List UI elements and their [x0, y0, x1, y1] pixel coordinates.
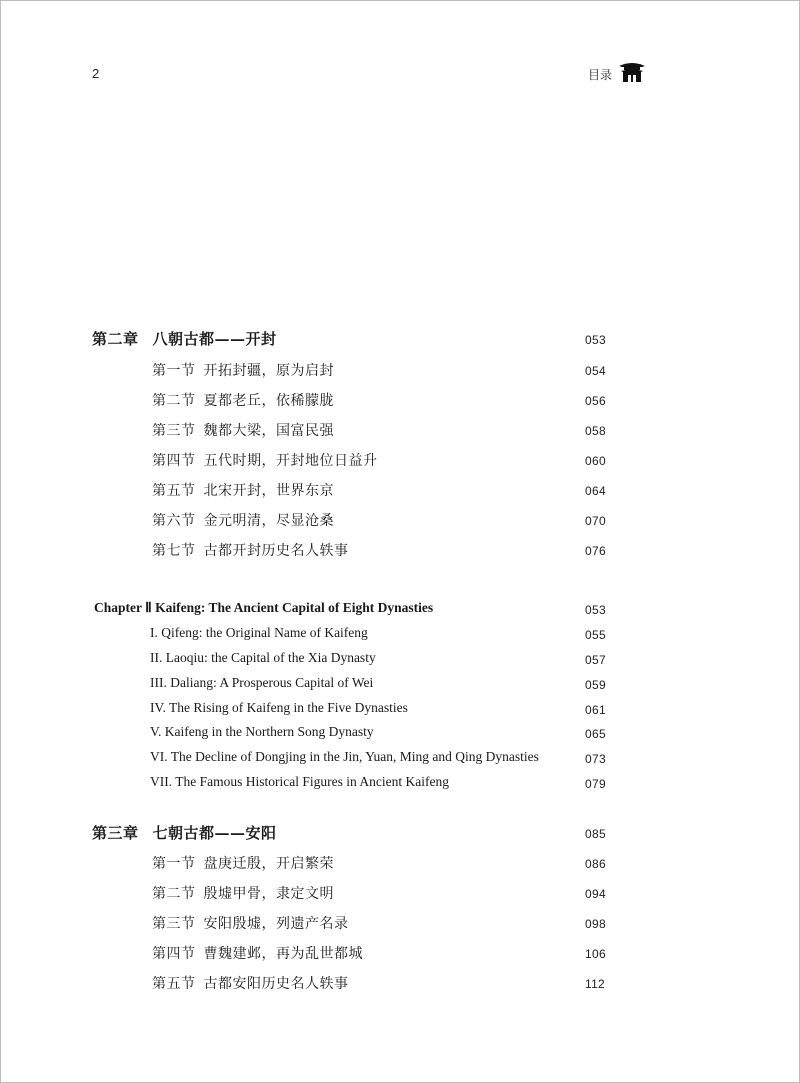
- section-title: 开拓封疆，原为启封: [203, 363, 334, 379]
- section-number: 第二节: [152, 886, 196, 902]
- page-ref: 065: [585, 727, 606, 741]
- section-title: 曹魏建邺，再为乱世都城: [203, 946, 363, 962]
- page-ref: 055: [585, 628, 606, 642]
- page-ref: 094: [585, 887, 606, 901]
- toc-item-cn[interactable]: [0, 449, 800, 473]
- section-number: 第三节: [152, 423, 196, 439]
- chapter-number: 第二章: [92, 330, 139, 348]
- page-ref: 060: [585, 454, 606, 468]
- toc-item-cn[interactable]: [0, 419, 800, 443]
- toc-item-cn[interactable]: [0, 389, 800, 413]
- page-ref: 054: [585, 364, 606, 378]
- section-title: V. Kaifeng in the Northern Song Dynasty: [150, 724, 374, 739]
- page-ref: 098: [585, 917, 606, 931]
- toc-item-en[interactable]: [0, 673, 800, 697]
- section-number: 第二节: [152, 393, 196, 409]
- chapter-title: Chapter Ⅱ Kaifeng: The Ancient Capital of Eight Dynasties: [94, 600, 434, 615]
- section-title: VI. The Decline of Dongjing in the Jin, Yuan, Ming and Qing Dynasties: [150, 749, 539, 764]
- page-ref: 059: [585, 678, 606, 692]
- toc-item-cn[interactable]: [0, 479, 800, 503]
- chapter-title: 七朝古都——安阳: [152, 824, 277, 842]
- toc-item-en[interactable]: [0, 747, 800, 771]
- section-number: 第七节: [152, 543, 196, 559]
- page-ref: 058: [585, 424, 606, 438]
- page-ref: 106: [585, 947, 606, 961]
- page-ref: 073: [585, 752, 606, 766]
- section-title: 盘庚迁殷，开启繁荣: [203, 856, 334, 872]
- toc-item-en[interactable]: [0, 698, 800, 722]
- section-title: 魏都大梁，国富民强: [203, 423, 334, 439]
- toc-item-cn[interactable]: [0, 539, 800, 563]
- toc-item-cn[interactable]: [0, 509, 800, 533]
- toc-item-en[interactable]: [0, 623, 800, 647]
- page-ref: 061: [585, 703, 606, 717]
- section-title: IV. The Rising of Kaifeng in the Five Dynasties: [150, 700, 408, 715]
- page-ref: 086: [585, 857, 606, 871]
- section-number: 第四节: [152, 946, 196, 962]
- section-title: 北宋开封，世界东京: [203, 483, 334, 499]
- section-number: 第三节: [152, 916, 196, 932]
- section-title: 夏都老丘，依稀朦胧: [203, 393, 334, 409]
- section-number: 第四节: [152, 453, 196, 469]
- section-title: VII. The Famous Historical Figures in Ancient Kaifeng: [150, 774, 449, 789]
- section-number: 第一节: [152, 363, 196, 379]
- section-title: I. Qifeng: the Original Name of Kaifeng: [150, 625, 368, 640]
- section-number: 第五节: [152, 483, 196, 499]
- page-ref: 070: [585, 514, 606, 528]
- section-title: 古都安阳历史名人轶事: [203, 976, 349, 992]
- toc-item-en[interactable]: [0, 722, 800, 746]
- section-number: 第一节: [152, 856, 196, 872]
- page-ref: 053: [585, 603, 606, 617]
- toc-item-cn[interactable]: [0, 359, 800, 383]
- toc-item-cn[interactable]: [0, 912, 800, 936]
- toc-chapter-en-2[interactable]: [0, 598, 800, 622]
- toc-chapter-cn-2[interactable]: [0, 328, 800, 352]
- toc-item-cn[interactable]: [0, 942, 800, 966]
- page-ref: 079: [585, 777, 606, 791]
- pavilion-icon: [618, 60, 646, 82]
- section-title: III. Daliang: A Prosperous Capital of Wei: [150, 675, 374, 690]
- toc-item-en[interactable]: [0, 648, 800, 672]
- chapter-number: 第三章: [92, 824, 139, 842]
- page-number: 2: [92, 66, 100, 81]
- section-title: 殷墟甲骨，隶定文明: [203, 886, 334, 902]
- chapter-title: 八朝古都——开封: [152, 330, 277, 348]
- running-header-label: 目录: [588, 68, 613, 82]
- section-title: 安阳殷墟，列遗产名录: [203, 916, 349, 932]
- section-title: 五代时期，开封地位日益升: [203, 453, 378, 469]
- toc-chapter-cn-3[interactable]: [0, 822, 800, 846]
- section-number: 第五节: [152, 976, 196, 992]
- page-ref: 053: [585, 333, 606, 347]
- page-ref: 085: [585, 827, 606, 841]
- page-ref: 112: [585, 977, 606, 991]
- page-ref: 064: [585, 484, 606, 498]
- page-ref: 076: [585, 544, 606, 558]
- page-ref: 056: [585, 394, 606, 408]
- toc-item-cn[interactable]: [0, 852, 800, 876]
- section-number: 第六节: [152, 513, 196, 529]
- section-title: II. Laoqiu: the Capital of the Xia Dynasty: [150, 650, 376, 665]
- toc-item-cn[interactable]: [0, 882, 800, 906]
- page-ref: 057: [585, 653, 606, 667]
- toc-item-cn[interactable]: [0, 972, 800, 996]
- section-title: 金元明清，尽显沧桑: [203, 513, 334, 529]
- section-title: 古都开封历史名人轶事: [203, 543, 349, 559]
- toc-item-en[interactable]: [0, 772, 800, 796]
